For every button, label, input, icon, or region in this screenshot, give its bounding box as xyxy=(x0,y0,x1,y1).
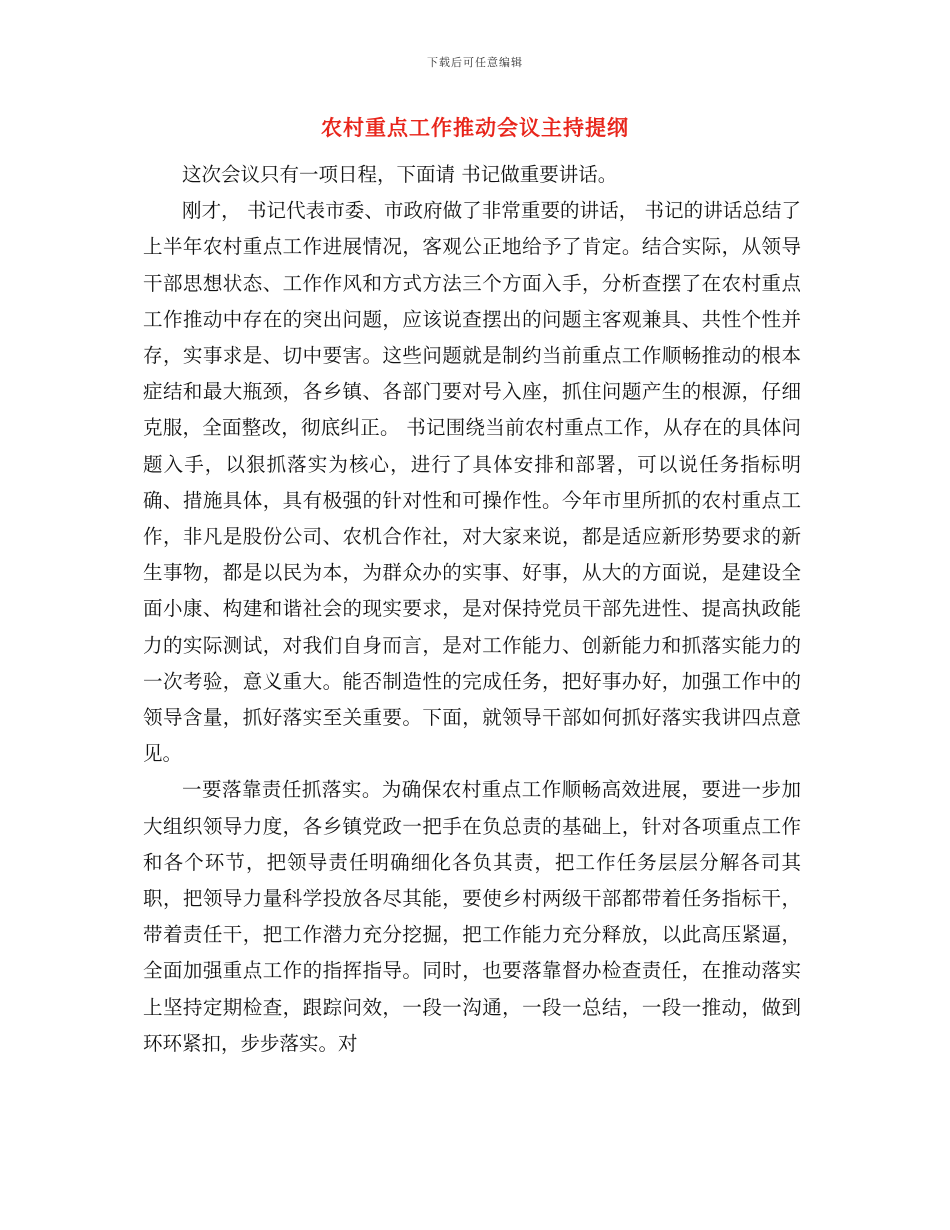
paragraph-2: 刚才， 书记代表市委、市政府做了非常重要的讲话， 书记的讲话总结了上半年农村重点工作进展情况，客观公正地给予了肯定。结合实际，从领导干部思想状态、工作作风和方式方法三个方面入手，分析查摆了在农村重点工作推动中存在的突出问题，应该说查摆出的问题主客观兼具、共性个性并存，实事求是、切中要害。这些问题就是制约当前重点工作顺畅推动的根本症结和最大瓶颈，各乡镇、各部门要对号入座，抓住问题产生的根源，仔细克服，全面整改，彻底纠正。 书记围绕当前农村重点工作，从存在的具体问题入手，以狠抓落实为核心，进行了具体安排和部署，可以说任务指标明确、措施具体，具有极强的针对性和可操作性。今年市里所抓的农村重点工作，非凡是股份公司、农机合作社，对大家来说，都是适应新形势要求的新生事物，都是以民为本，为群众办的实事、好事，从大的方面说，是建设全面小康、构建和谐社会的现实要求，是对保持党员干部先进性、提高执政能力的实际测试，对我们自身而言，是对工作能力、创新能力和抓落实能力的一次考验，意义重大。能否制造性的完成任务，把好事办好，加强工作中的领导含量，抓好落实至关重要。下面，就领导干部如何抓好落实我讲四点意见。 xyxy=(143,199,801,766)
paragraph-1: 这次会议只有一项日程，下面请 书记做重要讲话。 xyxy=(182,163,618,186)
document-body xyxy=(143,157,801,1062)
paragraph-3: 一要落靠责任抓落实。为确保农村重点工作顺畅高效进展，要进一步加大组织领导力度，各乡镇党政一把手在负总责的基础上，针对各项重点工作和各个环节，把领导责任明确细化各负其责，把工作任务层层分解各司其职，把领导力量科学投放各尽其能，要使乡村两级干部都带着任务指标干，带着责任干，把工作潜力充分挖掘，把工作能力充分释放，以此高压紧逼，全面加强重点工作的指挥指导。同时，也要落靠督办检查责任，在推动落实上坚持定期检查，跟踪问效，一段一沟通，一段一总结，一段一推动，做到环环紧扣，步步落实。对 xyxy=(143,778,801,1055)
document-title: 农村重点工作推动会议主持提纲 xyxy=(321,116,629,140)
header-note: 下载后可任意编辑 xyxy=(427,56,523,69)
